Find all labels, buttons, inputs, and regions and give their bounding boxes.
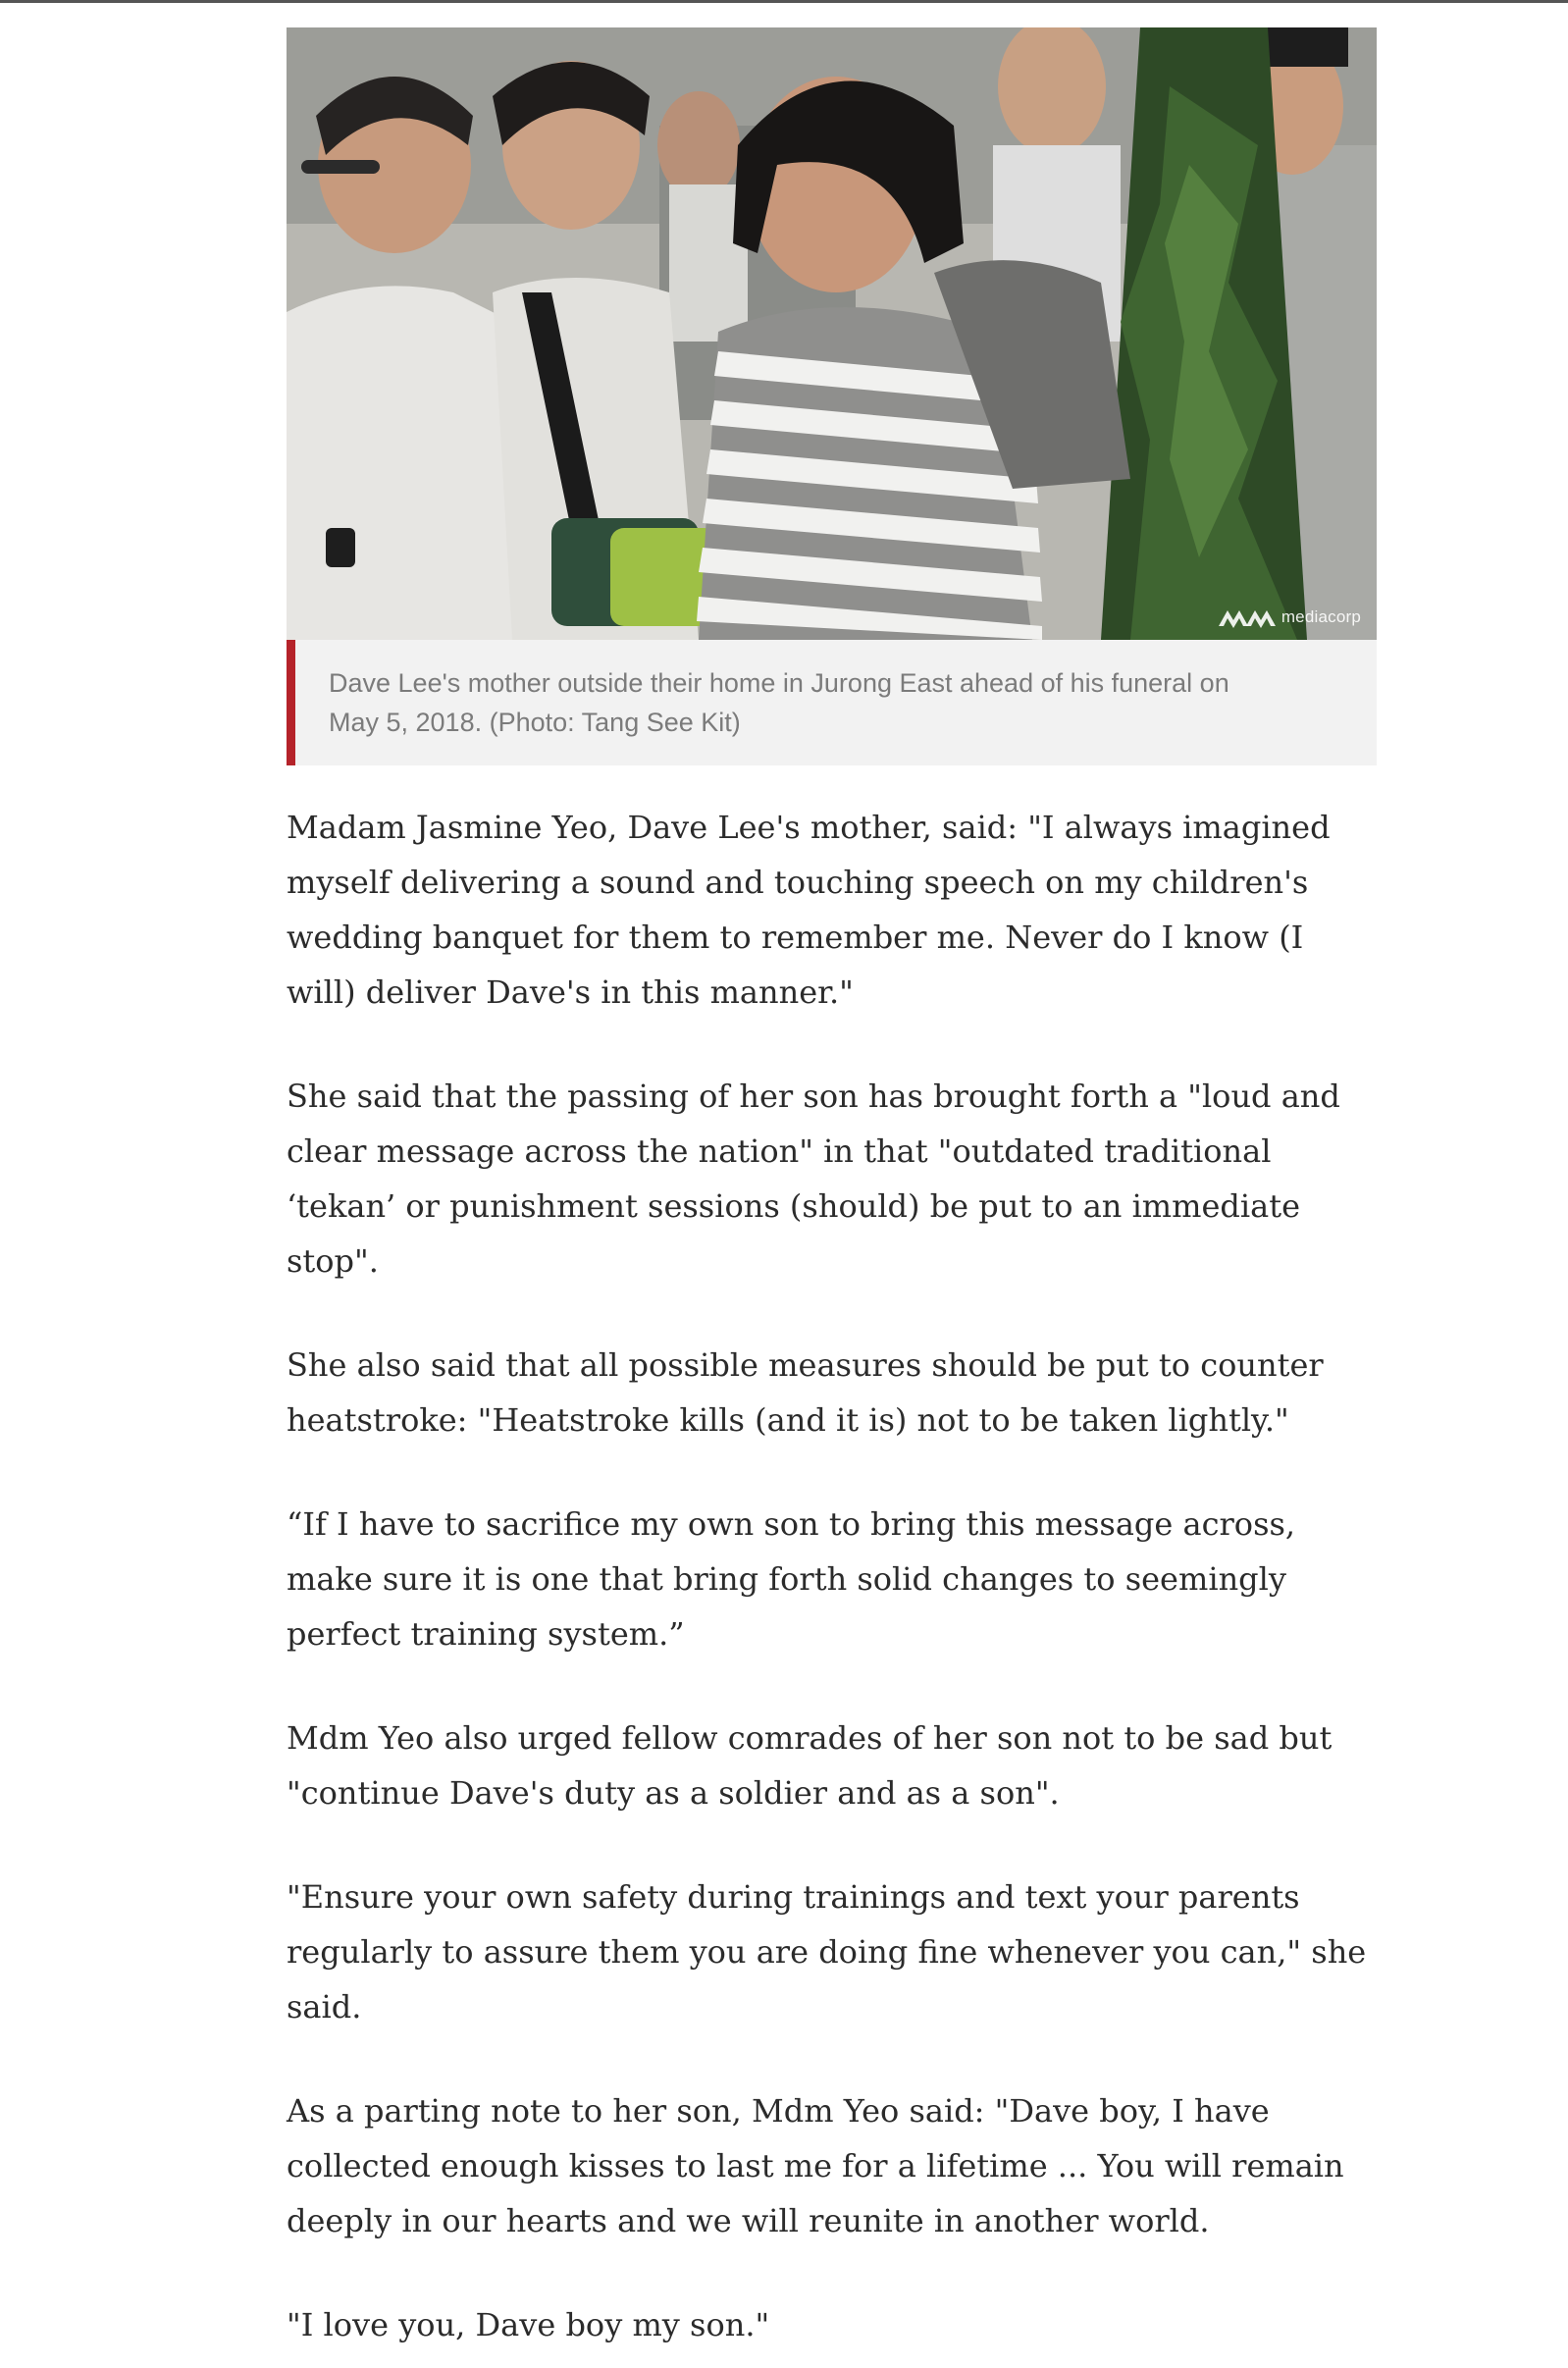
top-divider [0, 0, 1568, 3]
photo-watermark [1219, 606, 1361, 628]
paragraph: Mdm Yeo also urged fellow comrades of her son not to be sad but "continue Dave's duty as a soldier and as a son". [287, 1719, 1333, 1812]
paragraph: "I love you, Dave boy my son." [287, 2306, 770, 2343]
article-text [287, 800, 1377, 2352]
article-body [287, 27, 1377, 2352]
caption-text: Dave Lee's mother outside their home in Jurong East ahead of his funeral on May 5, 2018. (Photo: Tang See Kit) [329, 668, 1229, 737]
article-photo [287, 27, 1377, 640]
photo-illustration [287, 27, 1377, 640]
paragraph: "Ensure your own safety during trainings and text your parents regularly to assure them you are doing fine whenever you can," she said. [287, 1878, 1367, 2026]
paragraph: Madam Jasmine Yeo, Dave Lee's mother, said: "I always imagined myself delivering a sound and touching speech on my children's wedding banquet for them to remember me. Never do I know (I will) deliver Dave's in this manner." [287, 809, 1331, 1011]
paragraph: She also said that all possible measures should be put to counter heatstroke: "Heatstroke kills (and it is) not to be taken lightly." [287, 1346, 1324, 1439]
paragraph: “If I have to sacrifice my own son to bring this message across, make sure it is one that bring forth solid changes to seemingly perfect training system.” [287, 1505, 1296, 1653]
watermark-text: mediacorp [1281, 607, 1361, 626]
article-figure [287, 27, 1377, 765]
paragraph: As a parting note to her son, Mdm Yeo said: "Dave boy, I have collected enough kisses to last me for a lifetime ... You will remain deeply in our hearts and we will reunite in another world. [287, 2092, 1344, 2239]
mediacorp-logo-icon [1219, 606, 1276, 628]
paragraph: She said that the passing of her son has brought forth a "loud and clear message across the nation" in that "outdated traditional ‘tekan’ or punishment sessions (should) be put to an immediate stop". [287, 1078, 1340, 1280]
photo-caption [287, 640, 1377, 765]
